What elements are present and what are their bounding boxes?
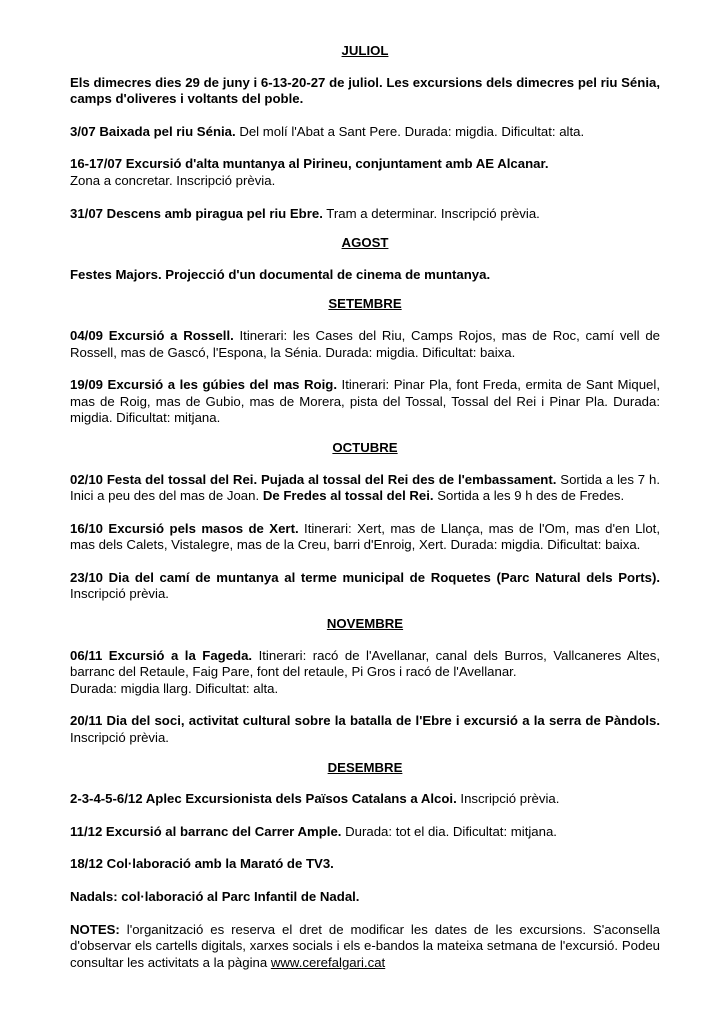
activity-calendar xyxy=(70,43,660,987)
entry-title: 19/09 Excursió a les gúbies del mas Roig. xyxy=(70,377,337,393)
entry-details: Itinerari: les Cases del Riu, Camps Rojos, mas de Roc, camí vell de Rossell, mas de Gascó, l'Espona, la Sénia. Durada: migdia. Dificultat: baixa. xyxy=(70,327,661,360)
entry-2310 xyxy=(70,570,660,603)
entry-title: 18/12 Col·laboració amb la Marató de TV3. xyxy=(70,856,334,872)
entry-title: 2-3-4-5-6/12 Aplec Excursionista dels Països Catalans a Alcoi. xyxy=(70,791,457,807)
entry-1812 xyxy=(70,856,660,873)
entry-2011 xyxy=(70,713,660,746)
entry-1909 xyxy=(70,377,660,427)
website-link[interactable]: www.cerefalgari.cat xyxy=(270,954,386,970)
entry-details: Inscripció prèvia. xyxy=(70,586,169,602)
entry-title: Els dimecres dies 29 de juny i 6-13-20-27 de juliol. Les excursions dels dimecres pel riu Sénia, camps d'oliveres i voltants del poble. xyxy=(70,74,660,107)
entry-title: Festes Majors. Projecció d'un documental de cinema de muntanya. xyxy=(70,266,491,282)
entry-details: Itinerari: Xert, mas de Llança, mas de l'Om, mas d'en Llot, mas dels Calets, Vistalegre, mas de la Creu, barri d'Enroig, Xert. Durada: migdia. Dificultat: baixa. xyxy=(70,520,660,553)
entry-title: 23/10 Dia del camí de muntanya al terme municipal de Roquetes (Parc Natural dels Ports). xyxy=(70,569,660,585)
entry-nadals xyxy=(70,889,660,906)
entry-details: Del molí l'Abat a Sant Pere. Durada: migdia. Dificultat: alta. xyxy=(235,123,585,139)
entry-festes-majors xyxy=(70,267,660,284)
entry-details: Tram a determinar. Inscripció prèvia. xyxy=(322,205,540,221)
notes-label: NOTES: xyxy=(70,921,120,937)
entry-1617-07 xyxy=(70,156,660,189)
entry-details: Sortida a les 9 h des de Fredes. xyxy=(433,488,625,504)
entry-title: 31/07 Descens amb piragua pel riu Ebre. xyxy=(70,205,323,221)
entry-dimecres xyxy=(70,75,660,108)
notes-paragraph xyxy=(70,922,660,972)
entry-title: Nadals: col·laboració al Parc Infantil de Nadal. xyxy=(70,889,360,904)
entry-0307 xyxy=(70,124,660,141)
entry-details: Inscripció prèvia. xyxy=(70,730,169,746)
notes-text: l'organització es reserva el dret de modificar les dates de les excursions. S'aconsella d'observar els cartells digitals, xarxes socials i els e-bandos la mateixa setmana de l'excursió. Podeu consultar les activitats a la pàgina xyxy=(70,921,660,970)
entry-details: Zona a concretar. Inscripció prèvia. xyxy=(70,172,276,188)
entry-details: Sortida a les 7 h. Inici a peu des del mas de Joan. xyxy=(70,471,660,504)
entry-0210 xyxy=(70,472,660,505)
entry-title: 11/12 Excursió al barranc del Carrer Ample. xyxy=(70,823,342,839)
entry-title: 16-17/07 Excursió d'alta muntanya al Pirineu, conjuntament amb AE Alcanar. xyxy=(70,156,549,172)
month-heading-novembre: NOVEMBRE xyxy=(326,616,404,632)
entry-3107 xyxy=(70,206,660,223)
entry-title: 04/09 Excursió a Rossell. xyxy=(70,327,234,343)
entry-details: Durada: migdia llarg. Dificultat: alta. xyxy=(70,680,279,696)
entry-title: 02/10 Festa del tossal del Rei. Pujada al tossal del Rei des de l'embassament. xyxy=(70,471,557,487)
entry-1112 xyxy=(70,824,660,841)
entry-0611 xyxy=(70,648,660,698)
month-heading-octubre: OCTUBRE xyxy=(332,439,398,455)
entry-details: Inscripció prèvia. xyxy=(456,791,560,807)
month-heading-juliol: JULIOL xyxy=(341,43,389,58)
month-heading-agost: AGOST xyxy=(341,235,389,251)
entry-title: 20/11 Dia del soci, activitat cultural sobre la batalla de l'Ebre i excursió a la serra de Pàndols. xyxy=(70,713,660,729)
entry-title: 16/10 Excursió pels masos de Xert. xyxy=(70,520,299,536)
entry-aplec xyxy=(70,791,660,808)
entry-subtitle: De Fredes al tossal del Rei. xyxy=(262,488,434,504)
entry-title: 06/11 Excursió a la Fageda. xyxy=(70,647,253,663)
entry-0409 xyxy=(70,328,660,361)
month-heading-desembre: DESEMBRE xyxy=(327,759,403,775)
entry-title: 3/07 Baixada pel riu Sénia. xyxy=(70,123,236,139)
entry-details: Itinerari: Pinar Pla, font Freda, ermita de Sant Miquel, mas de Roig, mas de Gubio, mas de Morera, pista del Tossal, Tossal del Rei i Pinar Pla. Durada: migdia. Dificultat: mitjana. xyxy=(70,377,660,426)
entry-1610 xyxy=(70,521,660,554)
entry-details: Durada: tot el dia. Dificultat: mitjana. xyxy=(341,823,557,839)
entry-details: Itinerari: racó de l'Avellanar, canal dels Burros, Vallcaneres Altes, barranc del Retaule, Faig Pare, font del retaule, Pi Gros i racó de l'Avellanar. xyxy=(70,647,660,680)
month-heading-setembre: SETEMBRE xyxy=(328,296,402,312)
